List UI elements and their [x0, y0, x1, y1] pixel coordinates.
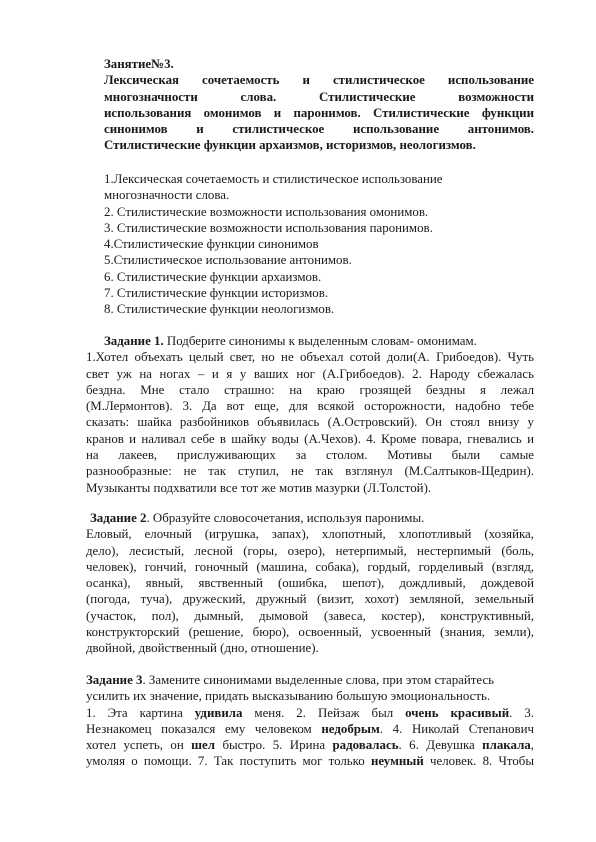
task-3-line [86, 721, 534, 737]
outline-item: 2. Стилистические возможности использования омонимов. [104, 204, 429, 219]
task-3-heading [86, 672, 534, 688]
topic-outline [104, 171, 534, 318]
task-1-line: сказать: шайка разбойников объявилась (А.Островский). Он стоял внизу у [86, 415, 534, 430]
task-1-line: свет уж на ногах – и я у ваших ног (А.Грибоедов). 2. Народу сбежалась [86, 366, 534, 381]
task-2-line: осанка), явный, явственный (ошибка, шепот), дождливый, дождевой [86, 576, 534, 591]
highlighted-word: удивила [194, 705, 243, 720]
outline-item: 4.Стилистические функции синонимов [104, 237, 319, 252]
outline-item: 3. Стилистические возможности использования паронимов. [104, 220, 433, 235]
text-run: . 3. [509, 705, 534, 720]
task-3-line [86, 753, 534, 769]
task-3-line [86, 705, 534, 721]
task-3 [86, 672, 534, 770]
task-1-heading [86, 333, 534, 349]
title-line: многозначности слова. Стилистические возможности [104, 89, 534, 104]
task-2-label: Задание 2 [90, 511, 147, 525]
outline-item: 8. Стилистические функции неологизмов. [104, 302, 335, 317]
text-run: хотел успеть, он [86, 738, 192, 753]
text-run: умоляя о помощи. 7. Так поступить мог только [86, 754, 371, 769]
task-2-line: двойной, двойственный (дно, отношение). [86, 641, 319, 656]
outline-item: многозначности слова. [104, 188, 230, 203]
task-2-line: человек), гончий, гоночный (машина, собака), гордый, горделивый (взгляд, [86, 559, 534, 574]
task-3-line [86, 737, 534, 753]
outline-item: 1.Лексическая сочетаемость и стилистическое использование [104, 172, 443, 186]
task-2-line: конструкторский (решение, бюро), освоенный, усвоенный (знания, земли), [86, 625, 534, 640]
highlighted-word: недобрым [321, 721, 380, 736]
text-run: быстро. 5. Ирина [215, 738, 333, 753]
highlighted-word: неумный [370, 754, 424, 769]
highlighted-word: плакала [482, 738, 531, 753]
task-2-line: (погода, туча), дружеский, дружный (визит, хохот) земляной, земельный [86, 592, 534, 607]
outline-item: 6. Стилистические функции архаизмов. [104, 269, 322, 284]
title-line: синонимов и стилистическое использование антонимов. [104, 122, 534, 137]
text-run: . 6. Девушка [398, 738, 483, 753]
task-1-line: Музыканты подхватили все тот же мотив мазурки (Л.Толстой). [86, 480, 432, 495]
highlighted-word: радовалась [332, 738, 399, 753]
task-1-line: бездна. Мне стало страшно: на краю грозящей бездны я лежал [86, 382, 534, 397]
text-run: человек. 8. Чтобы [423, 754, 534, 769]
task-2-heading [86, 510, 534, 526]
task-2-instruction: . Образуйте словосочетания, используя паронимы. [146, 511, 425, 525]
task-1-label: Задание 1. [104, 334, 164, 348]
outline-item: 7. Стилистические функции историзмов. [104, 286, 329, 301]
title-line: использования омонимов и паронимов. Стилистические функции [104, 105, 534, 120]
task-1-line: 1.Хотел объехать целый свет, но не объехал сотой доли(А. Грибоедов). Чуть [86, 350, 534, 365]
text-run: меня. 2. Пейзаж был [242, 705, 406, 720]
text-run: , [530, 738, 534, 753]
task-2 [86, 510, 534, 657]
task-1-line: (М.Лермонтов). 3. Да вот еще, для всякой осторожности, надобно тебе [86, 399, 534, 414]
task-1-line: на лакеев, прислуживающих за столом. Мотивы были самые [86, 448, 534, 463]
task-1 [86, 333, 534, 496]
outline-item: 5.Стилистическое использование антонимов. [104, 253, 352, 268]
task-1-line: разнообразные: не так ступил, не так взглянул (М.Салтыков-Щедрин). [86, 464, 534, 479]
task-1-instruction: Подберите синонимы к выделенным словам- омонимам. [163, 334, 477, 348]
text-run: . 4. Николай Степанович [379, 721, 534, 736]
task-3-instruction: . Замените синонимами выделенные слова, при этом старайтесь [142, 673, 495, 687]
task-1-line: кранов и наливал себе в шайку воды (А.Чехов). 4. Кроме повара, гневались и [86, 431, 534, 446]
title-line: Занятие№3. [104, 57, 174, 71]
text-run: Незнакомец показался ему человеком [86, 721, 322, 736]
highlighted-word: очень красивый [405, 705, 510, 720]
text-run: 1. Эта картина [86, 705, 195, 720]
task-3-label: Задание 3 [86, 673, 143, 687]
title-line: Стилистические функции архаизмов, историзмов, неологизмов. [104, 138, 476, 153]
title-line: Лексическая сочетаемость и стилистическое использование [104, 73, 534, 88]
highlighted-word: шел [191, 738, 216, 753]
task-2-line: (участок, пол), дымный, дымовой (завеса, костер), конструктивный, [86, 608, 534, 623]
task-2-line: Еловый, елочный (игрушка, запах), хлопотный, хлопотливый (хозяйка, [86, 527, 534, 542]
lesson-title [104, 56, 534, 154]
task-2-line: дело), лесистый, лесной (горы, озеро), нетерпимый, нестерпимый (боль, [86, 543, 534, 558]
task-3-instruction-cont: усилить их значение, придать высказыванию большую эмоциональность. [86, 689, 491, 704]
